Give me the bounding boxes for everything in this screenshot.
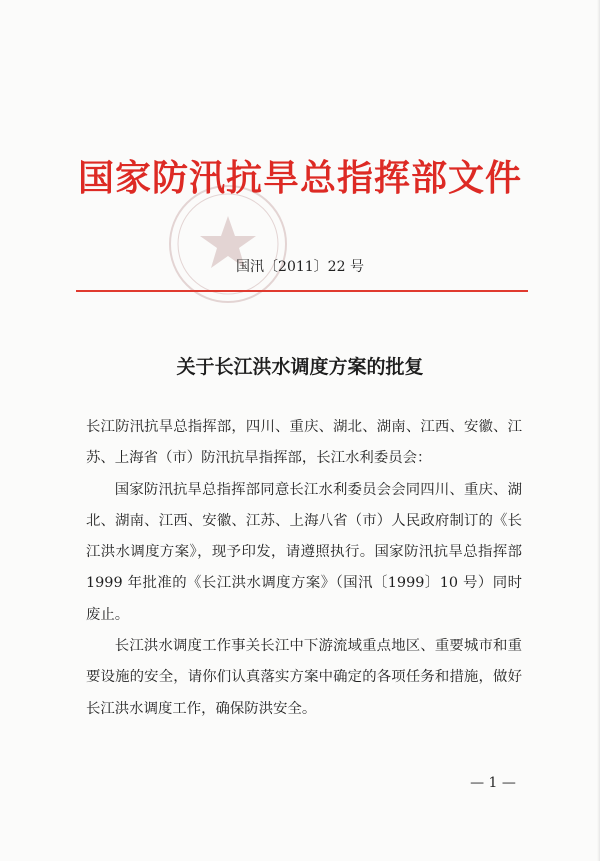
masthead-title: 国家防汛抗旱总指挥部文件	[77, 158, 522, 199]
faint-header-text	[318, 108, 493, 122]
document-number: 国汛〔2011〕22 号	[236, 259, 364, 275]
body-paragraph-2: 长江洪水调度工作事关长江中下游流域重点地区、重要城市和重要设施的安全，请你们认真落实方案中确定的各项任务和措施，做好长江洪水调度工作，确保防洪安全。	[86, 638, 522, 717]
document-body	[86, 412, 522, 725]
page-number: — 1 —	[470, 775, 516, 791]
red-divider-line	[76, 290, 528, 292]
document-title: 关于长江洪水调度方案的批复	[176, 356, 424, 378]
body-paragraph-1: 国家防汛抗旱总指挥部同意长江水利委员会会同四川、重庆、湖北、湖南、江西、安徽、江苏、上海八省（市）人民政府制订的《长江洪水调度方案》，现予印发，请遵照执行。国家防汛抗旱总指挥部1999 年批准的《长江洪水调度方案》（国汛〔1999〕10 号）同时废止。	[86, 481, 522, 623]
addressee-line: 长江防汛抗旱总指挥部，四川、重庆、湖北、湖南、江西、安徽、江苏、上海省（市）防汛抗旱指挥部，长江水利委员会：	[86, 419, 522, 467]
